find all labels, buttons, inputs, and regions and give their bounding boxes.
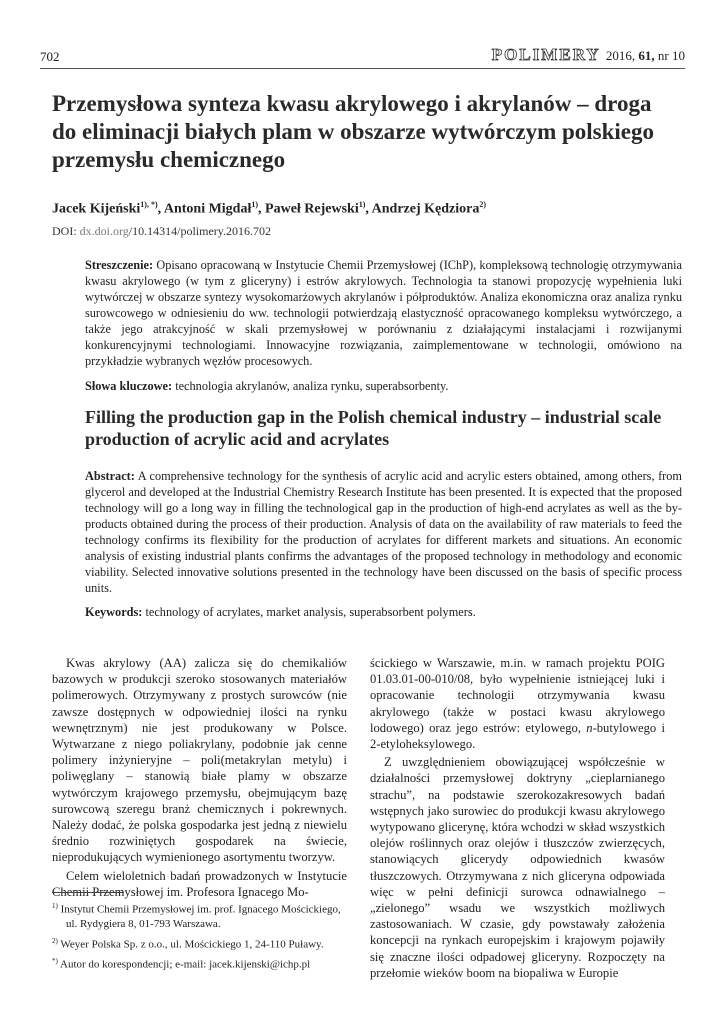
author-separator: ,	[157, 201, 164, 217]
author-separator: ,	[258, 201, 266, 217]
footnote-mark: *)	[52, 956, 58, 965]
footnotes	[52, 899, 352, 974]
body-paragraph: Celem wieloletnich badań prowadzonych w Instytucie Chemii Przemysłowej im. Profesora Ignacego Mo-	[52, 868, 347, 899]
author-affiliation: 1)	[358, 200, 366, 209]
author-affiliation: 1), *)	[140, 200, 158, 209]
body-text: -butylowego i 2-etyloheksylowego.	[370, 720, 665, 752]
article-title-en: Filling the production gap in the Polish chemical industry – industrial scale production of acrylic acid and acrylates	[85, 407, 662, 449]
body-paragraph: Kwas akrylowy (AA) zalicza się do chemikaliów bazowych w produkcji szeroko stosowanych materiałów polimerowych. Otrzymywany z prostych surowców (nie zawsze dostępnych w odpowiedniej ilości na rynku wewnętrznym) nie jest produkowany w Polsce. Wytwarzane z niego poliakrylany, podobnie jak cenne polimery inżynieryjne – poli(metakrylan metylu) i poliwęglany – stanowią białe plamy w obszarze wytwórczym krajowego przemysłu, obejmującym bazę surowcową szeregu branż chemicznych i pokrewnych. Należy dodać, że polska gospodarka jest jedną z niewielu średnio rozwiniętych gospodarek na świecie, nieprodukujących wymienionego asortymentu tworzyw.	[52, 656, 347, 865]
keywords-pl-label: Słowa kluczowe:	[85, 379, 173, 393]
keywords-en-text: technology of acrylates, market analysis, superabsorbent polymers.	[145, 605, 476, 619]
abstract-pl-text: Opisano opracowaną w Instytucie Chemii Przemysłowej (IChP), kompleksową technologię otrzymywania kwasu akrylowego (w tym z gliceryny) i estrów akrylowych. Technologia ta stanowi propozycję wypełnienia luki wytwórczej w obszarze syntezy wysokomarżowych akrylanów i półproduktów. Analiza ekonomiczna oraz analiza rynku surowcowego w odniesieniu do ww. technologii potwierdzają elastyczność opracowanego kompleksu wytwórczego, a także jego atrakcyjność w skali przemysłowej w porównaniu z działającymi instalacjami i rozwijanymi konkurencyjnymi technologiami. Innowacyjne rozwiązania, zaimplementowane w technologii, omówiono na przykładzie wybranych węzłów procesowych.	[85, 258, 682, 368]
authors-line	[52, 200, 486, 218]
abstract-pl-label: Streszczenie:	[85, 258, 154, 272]
doi-label: DOI:	[52, 224, 77, 238]
keywords-pl-text: technologia akrylanów, analiza rynku, superabsorbenty.	[175, 379, 449, 393]
article-title-pl: Przemysłowa synteza kwasu akrylowego i akrylanów – droga do eliminacji białych plam w obszarze wytwórczym polskiego przemysłu chemicznego	[52, 91, 654, 172]
body-paragraph: Z uwzględnieniem obowiązującej współcześnie w działalności przemysłowej doktryny „cieplarnianego strachu”, na podstawie szerokozakresowych badań wstępnych jako surowiec do produkcji kwasu akrylowego wytypowano glicerynę, która wchodzi w skład wszystkich olejów roślinnych oraz olejów i tłuszczów zwierzęcych, stanowiących glicerydy odpowiednich kwasów tłuszczowych. Otrzymywana z nich gliceryna odpowiada więc w pełni definicji surowca odnawialnego – „zielonego” wsadu we wszystkich możliwych zastosowaniach. W czasie, gdy powstawały założenia koncepcji na rynkach europejskim i krajowym pojawiły się znaczne ilości odpadowej gliceryny. Rozpoczęty na przełomie wieków boom na biopaliwa w Europie	[370, 755, 665, 980]
footnote	[52, 934, 352, 952]
journal-volume: 61,	[638, 48, 655, 63]
journal-header	[492, 45, 685, 65]
footnote	[52, 899, 352, 932]
abstract-en	[85, 468, 682, 596]
journal-issue: nr 10	[657, 48, 685, 63]
header-rule	[40, 68, 685, 69]
author-name: Andrzej Kędziora	[371, 201, 480, 217]
keywords-pl	[85, 378, 682, 394]
abstract-pl	[85, 257, 682, 369]
footnote-mark: 2)	[52, 936, 58, 945]
footnote	[52, 954, 352, 972]
abstract-en-label: Abstract:	[85, 469, 135, 483]
footnote-mark: 1)	[52, 902, 58, 910]
footnote-text: Weyer Polska Sp. z o.o., ul. Mościckiego 1, 24-110 Puławy.	[60, 938, 324, 951]
body-text: ścickiego w Warszawie, m.in. w ramach projektu POIG 01.03.01-00-010/08, było wypełnienie istniejącej luki i opracowanie technologii otrzymywania kwasu akrylowego (także w postaci kwasu akrylowego lodowego) oraz jego estrów: etylowego,	[370, 656, 665, 735]
footnote-text: Autor do korespondencji; e-mail: jacek.kijenski@ichp.pl	[60, 958, 311, 971]
doi-link[interactable]: dx.doi.org	[79, 224, 129, 238]
page-number: 702	[40, 49, 60, 64]
footnote-text: Instytut Chemii Przemysłowej im. prof. Ignacego Mościckiego, ul. Rydygiera 8, 01-793 Warszawa.	[60, 903, 341, 931]
journal-year: 2016,	[605, 48, 636, 63]
author-affiliation: 2)	[479, 200, 487, 209]
author-separator: ,	[365, 201, 372, 217]
doi-line	[52, 224, 271, 239]
body-paragraph	[370, 655, 665, 752]
body-column-right	[370, 655, 665, 981]
body-column-left	[52, 655, 347, 900]
keywords-en	[85, 604, 682, 620]
journal-name: POLIMERY	[491, 45, 601, 64]
doi-path: /10.14314/polimery.2016.702	[128, 224, 272, 238]
author-affiliation: 1)	[251, 200, 259, 209]
keywords-en-label: Keywords:	[85, 605, 143, 619]
abstract-en-text: A comprehensive technology for the synthesis of acrylic acid and acrylic esters obtained, among others, from glycerol and developed at the Industrial Chemistry Research Institute has been presented. It is expected that the proposed technology will go a long way in filling the technological gap in the production of high-end acrylates as well as the by-products obtained during the process of their production. Analysis of data on the availability of raw materials to feed the technology confirms its flexibility for the production of acrylates for different markets and situations. An economic analysis of existing industrial plants confirms the advantages of the proposed technology in methodology and economic viability. Selected innovative solutions presented in the technology have been discussed on the basis of specific process units.	[85, 469, 682, 595]
author-name: Paweł Rejewski	[265, 201, 359, 217]
footnote-rule	[52, 892, 124, 893]
body-text-italic: n	[586, 720, 593, 735]
author-name: Jacek Kijeński	[52, 201, 141, 217]
author-name: Antoni Migdał	[163, 201, 252, 217]
